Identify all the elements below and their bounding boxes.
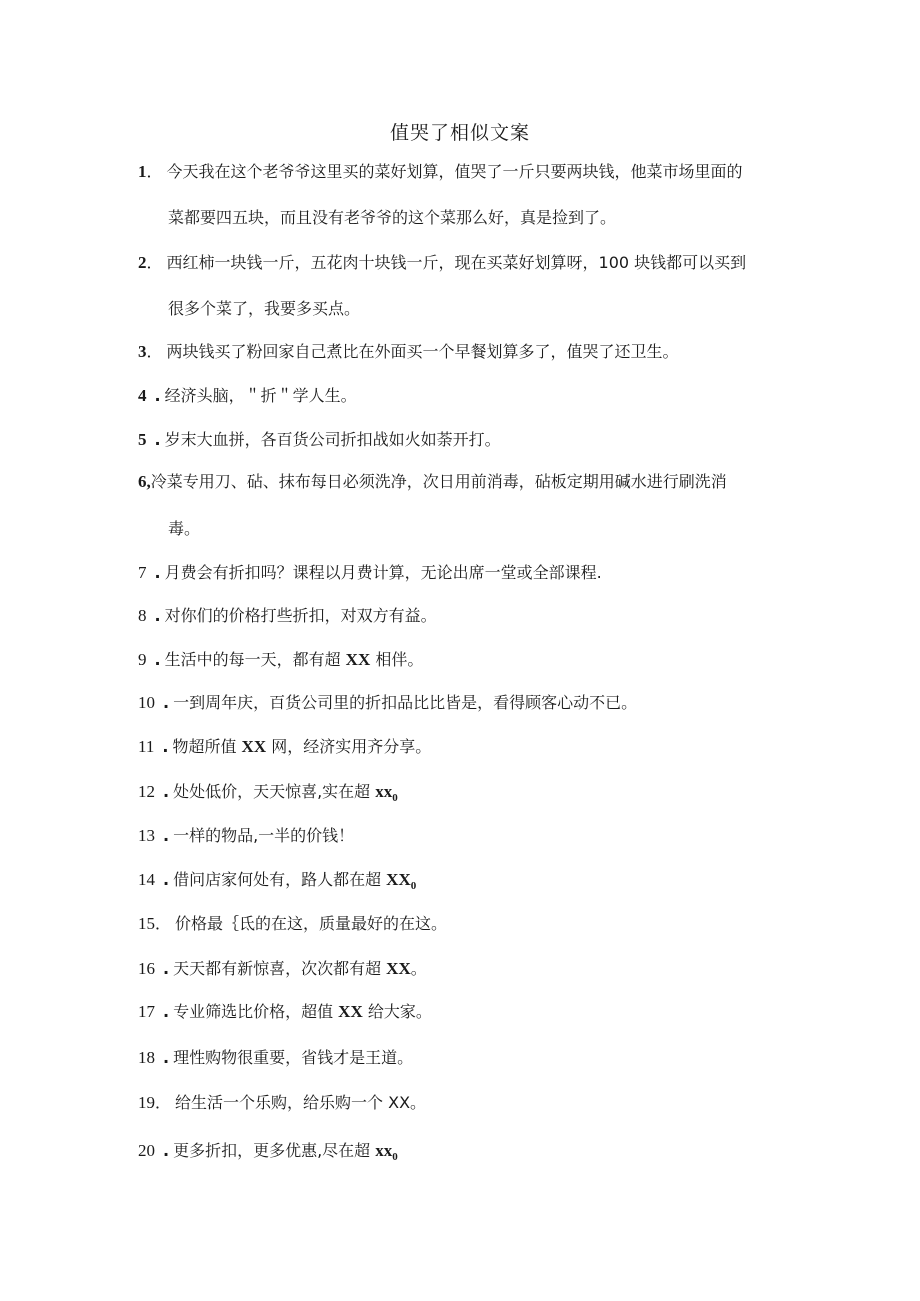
item-number: 20 [138, 1141, 155, 1160]
item-separator: . [163, 693, 170, 712]
item-number: 12 [138, 782, 155, 801]
item-number: 11 [138, 737, 155, 756]
item-number: 5 [138, 430, 147, 449]
list-item [138, 691, 798, 715]
item-number: 2 [138, 253, 147, 272]
page-title: 值哭了相似文案 [389, 122, 530, 144]
subscript-mark: 0 [392, 792, 398, 805]
item-separator: . [162, 737, 169, 756]
item-number: 17 [138, 1002, 155, 1021]
item-separator: . [154, 430, 161, 449]
list-item [138, 868, 798, 898]
item-separator: . [163, 1141, 170, 1160]
list-item [138, 735, 798, 759]
item-number: 13 [138, 826, 155, 845]
item-number: 19 [138, 1093, 155, 1112]
item-number: 16 [138, 959, 155, 978]
list-item [138, 824, 798, 848]
item-text: 对你们的价格打些折扣，对双方有益。 [164, 606, 437, 625]
list-item [138, 160, 798, 184]
item-text: 西红柿一块钱一斤，五花肉十块钱一斤，现在买菜好划算呀，100 块钱都可以买到 [166, 253, 747, 272]
list-item [138, 561, 798, 585]
list-item [138, 1139, 798, 1169]
item-text: 一样的物品,一半的价钱！ [173, 826, 355, 845]
item-number: 8 [138, 606, 147, 625]
item-text: 一到周年庆，百货公司里的折扣品比比皆是，看得顾客心动不已。 [173, 693, 638, 712]
item-text: 给生活一个乐购，给乐购一个 XX。 [175, 1093, 427, 1112]
item-text: 两块钱买了粉回家自己煮比在外面买一个早餐划算多了，值哭了还卫生。 [166, 342, 679, 361]
list-item [138, 340, 798, 364]
list-item [138, 251, 798, 275]
highlight-text: xx [375, 782, 393, 801]
item-text: 专业筛选比价格，超值 XX 给大家。 [173, 1002, 432, 1021]
item-separator: . [154, 386, 161, 405]
highlight-text: XX [338, 1002, 363, 1021]
item-text: 岁末大血拼，各百货公司折扣战如火如荼开打。 [164, 430, 501, 449]
item-number: 15 [138, 914, 155, 933]
item-number: 1 [138, 162, 147, 181]
list-item [138, 780, 798, 810]
item-number: 10 [138, 693, 155, 712]
item-separator: ． [155, 914, 172, 933]
item-number: 4 [138, 386, 147, 405]
item-text: 处处低价，天天惊喜,实在超 $xx_0$ [173, 782, 398, 805]
item-separator: . [163, 1048, 170, 1067]
item-separator: . [154, 563, 161, 582]
subscript-mark: 0 [410, 880, 417, 893]
list-item [138, 384, 798, 408]
item-text: 价格最｛氐的在这，质量最好的在这。 [175, 914, 448, 933]
list-item [138, 1046, 798, 1070]
highlight-text: XX [345, 650, 371, 669]
item-text: 经济头脑，＂折＂学人生。 [164, 386, 357, 405]
item-separator: ． [146, 162, 163, 181]
item-separator: . [163, 782, 170, 801]
item-number: 6, [138, 472, 151, 491]
item-number: 18 [138, 1048, 155, 1067]
item-text: 月费会有折扣吗？课程以月费计算，无论出席一堂或全部课程. [164, 563, 602, 582]
item-separator: . [163, 826, 170, 845]
list-item [138, 648, 798, 672]
subscript-mark: 0 [392, 1151, 398, 1164]
item-separator: . [154, 650, 161, 669]
list-item [138, 912, 798, 936]
item-number: 7 [138, 563, 147, 582]
item-separator: . [163, 959, 170, 978]
list-item [138, 1000, 798, 1024]
item-separator: . [154, 606, 161, 625]
item-text: 今天我在这个老爷爷这里买的菜好划算，值哭了一斤只要两块钱，他菜市场里面的 [166, 162, 743, 181]
item-separator: . [163, 870, 170, 889]
highlight-text: XX [386, 870, 411, 889]
item-separator: ． [155, 1093, 172, 1112]
item-text: 生活中的每一天，都有超 XX 相伴。 [164, 650, 424, 669]
item-number: 3 [138, 342, 147, 361]
item-number: 9 [138, 650, 147, 669]
item-continuation: 毒。 [168, 519, 201, 538]
list-item [138, 470, 798, 494]
highlight-text: XX [241, 737, 267, 756]
list-item [138, 428, 798, 452]
item-text: 天天都有新惊喜，次次都有超 XX。 [173, 959, 427, 978]
item-text: 理性购物很重要，省钱才是王道。 [173, 1048, 414, 1067]
item-text: 更多折扣，更多优惠,尽在超 $xx_0$ [173, 1141, 398, 1164]
highlight-text: xx [375, 1141, 393, 1160]
item-separator: ． [146, 253, 163, 272]
item-continuation: 很多个菜了，我要多买点。 [168, 299, 361, 318]
item-text: 物超所值 XX 网，经济实用齐分享。 [172, 737, 432, 756]
list-item [138, 1091, 798, 1115]
list-item [138, 604, 798, 628]
item-text: 借问店家何处有，路人都在超 $XX_0$ [173, 870, 417, 893]
item-separator: . [163, 1002, 170, 1021]
item-text: 冷菜专用刀、砧、抹布每日必须洗净，次日用前消毒，砧板定期用碱水进行刷洗消 [150, 472, 727, 491]
list-item [138, 957, 798, 981]
item-continuation: 菜都要四五块，而且没有老爷爷的这个菜那么好，真是捡到了。 [168, 208, 617, 227]
item-separator: ． [146, 342, 163, 361]
item-number: 14 [138, 870, 155, 889]
highlight-text: XX [386, 959, 411, 978]
